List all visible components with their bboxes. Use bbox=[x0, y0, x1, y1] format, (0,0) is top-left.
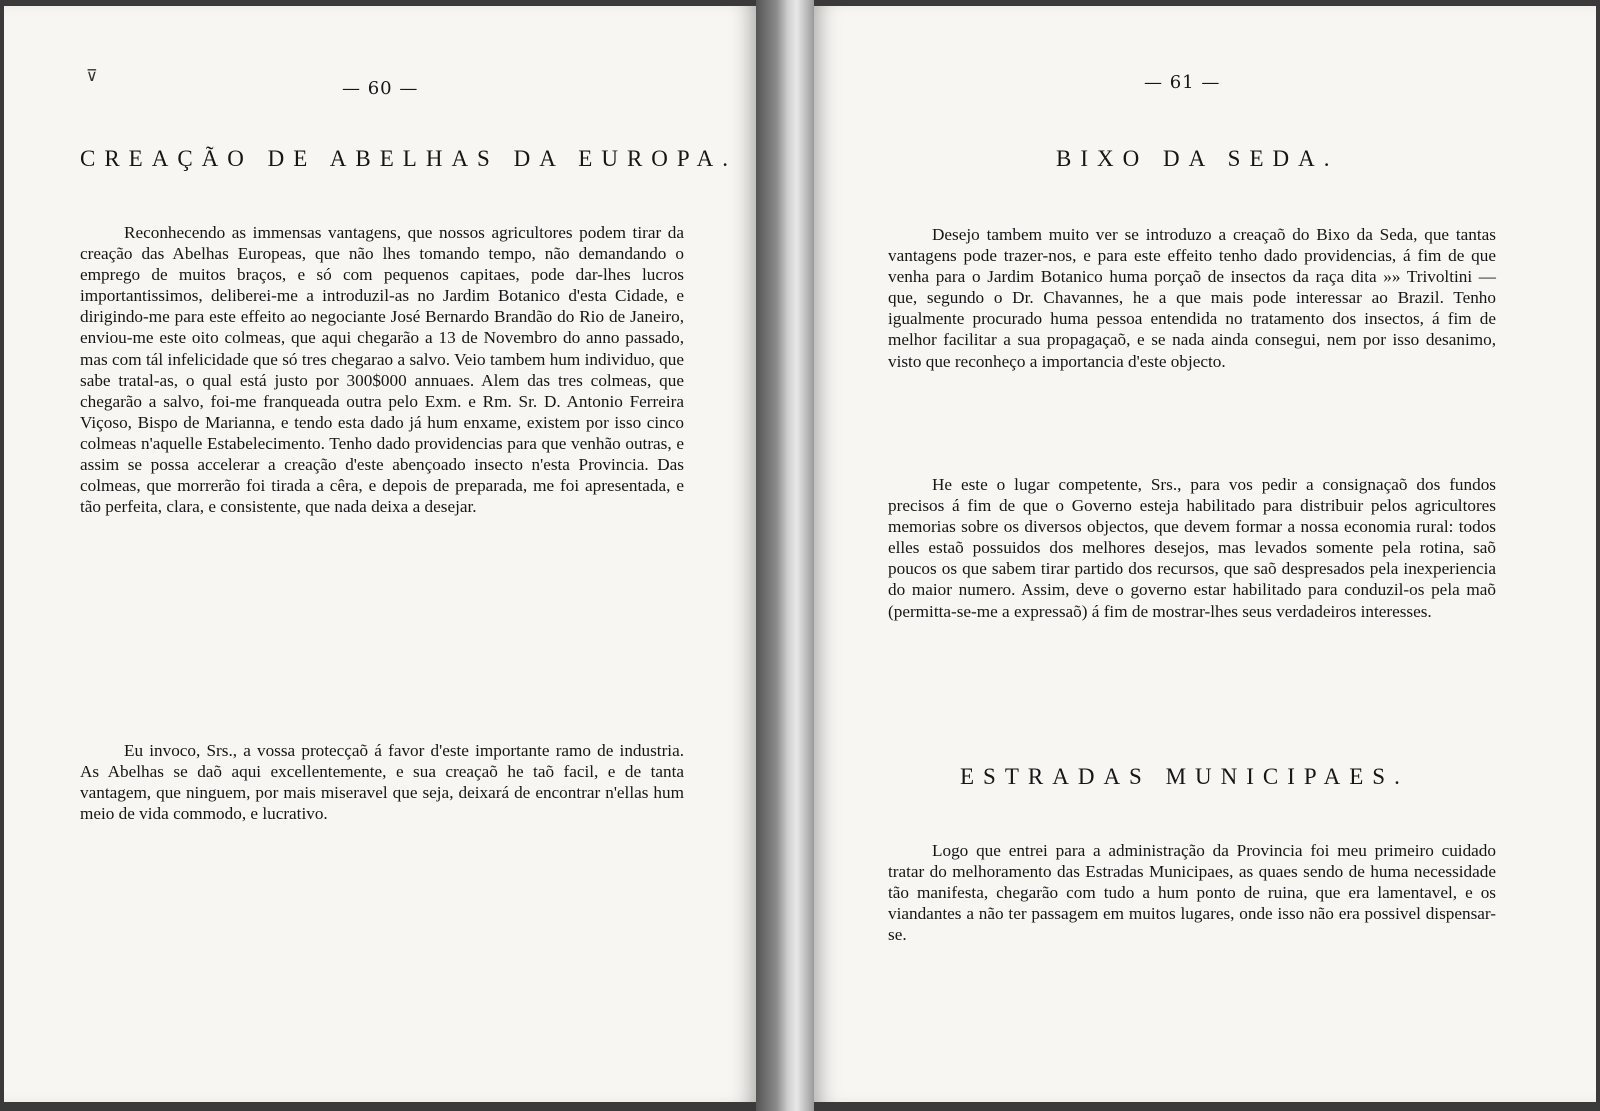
section-heading-estradas: ESTRADAS MUNICIPAES. bbox=[960, 764, 1409, 789]
paragraph-seda-1: Desejo tambem muito ver se introduzo a creaçaõ do Bixo da Seda, que tantas vantagens pode trazer-nos, e para este effeito tenho dado providencias, á fim de que venha para o Jardim Botanico huma porçaõ de insectos da raça dita »» Trivoltini — que, segundo o Dr. Chavannes, he a que mais pode interessar ao Brazil. Tenho igualmente procurado huma pessoa entendida no tratamento dos insectos, á fim de melhor facilitar a sua propagaçaõ, e se nada ainda consegui, nem por isso desanimo, visto que reconheço a importancia d'este objecto. bbox=[888, 225, 1496, 371]
page-number-right: — 61 — bbox=[1144, 72, 1221, 93]
paragraph-seda-2: He este o lugar competente, Srs., para vos pedir a consignaçaõ dos fundos precisos á fim de que o Governo esteja habilitado para distribuir pelos agricultores memorias sobre os diversos objectos, que devem formar a nossa economia rural: todos elles estaõ possuidos dos melhores desejos, mas levados somente pela rotina, saõ poucos os que sabem tirar partido dos recursos, que saõ despresados pela inexperiencia do maior numero. Assim, deve o governo estar habilitado para conduzil-os pela maõ (permitta-se-me a expressaõ) á fim de mostrar-lhes seus verdadeiros interesses. bbox=[888, 475, 1496, 621]
paragraph-abelhas-1: Reconhecendo as immensas vantagens, que nossos agricultores podem tirar da creação das Abelhas Europeas, que não lhes tomando tempo, não demandando o emprego de muitos braços, e só com pequenos capitaes, pode dar-lhes lucros importantissimos, deliberei-me a introduzil-as no Jardim Botanico d'esta Cidade, e dirigindo-me para este effeito ao negociante José Bernardo Brandão do Rio de Janeiro, enviou-me este oito colmeas, que aqui chegarão a 13 de Novembro do anno passado, mas com tál infelicidade que só tres chegarao a salvo. Veio tambem hum individuo, que sabe tratal-as, o qual está justo por 300$000 annuaes. Alem das tres colmeas, que chegarão a salvo, foi-me franqueada outra pelo Exm. e Rm. Sr. D. Antonio Ferreira Viçoso, Bispo de Marianna, e tendo esta dado já hum enxame, existem por isso cinco colmeas n'aquelle Estabelecimento. Tenho dado providencias para que venhão outras, e assim se possa accelerar a creação d'este abençoado insecto n'esta Provincia. Das colmeas, que morrerão foi tirada a cêra, e depois de preparada, me foi apresentada, e tão perfeita, clara, e consistente, que nada deixa a desejar. bbox=[80, 223, 684, 517]
corner-mark-icon: ⊽ bbox=[86, 66, 98, 85]
left-page bbox=[4, 6, 756, 1102]
right-page bbox=[814, 6, 1596, 1102]
paragraph-abelhas-2: Eu invoco, Srs., a vossa protecçaõ á favor d'este importante ramo de industria. As Abelhas se daõ aqui excellentemente, e sua creaçaõ he taõ facil, e de tanta vantagem, que ninguem, por mais miseravel que seja, deixará de encontrar n'ellas hum meio de vida commodo, e lucrativo. bbox=[80, 741, 684, 824]
section-heading-abelhas: CREAÇÃO DE ABELHAS DA EUROPA. bbox=[80, 146, 737, 171]
section-heading-bixo-da-seda: BIXO DA SEDA. bbox=[1056, 146, 1339, 171]
page-number-left: — 60 — bbox=[342, 78, 419, 99]
book-gutter bbox=[756, 0, 814, 1111]
paragraph-estradas-1: Logo que entrei para a administração da Provincia foi meu primeiro cuidado tratar do melhoramento das Estradas Municipaes, as quaes sendo de huma necessidade tão manifesta, chegarão com tudo a hum ponto de ruina, que era lamentavel, e os viandantes a não ter passagem em muitos lugares, onde isso não era possivel dispensar-se. bbox=[888, 841, 1496, 945]
